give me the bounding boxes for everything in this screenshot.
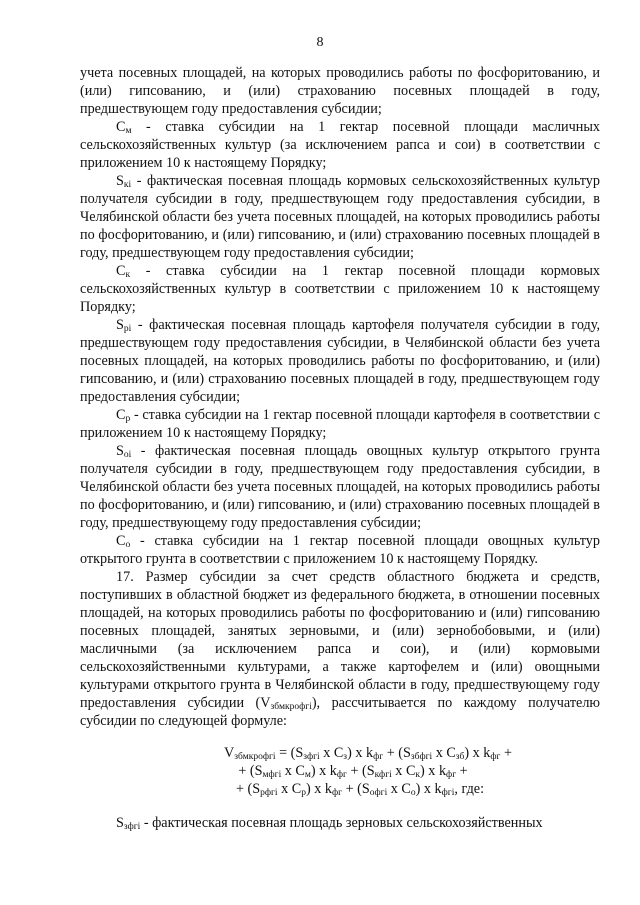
formula-term: x C (387, 781, 411, 797)
formula-term: ) x k (420, 763, 447, 779)
formula-subscript: р (301, 788, 306, 798)
formula-subscript: м (304, 770, 311, 780)
formula-term: , где: (454, 781, 485, 797)
definition-co (80, 532, 600, 568)
formula-subscript: збмкрофгi (234, 752, 276, 762)
definition-text: - фактическая посевная площадь кормовых сельскохозяйственных культур получателя субсидии в году, предшествующем году предоставления субсидии, в Челябинской области без учета посевных площадей, на которых проводились работы по фосфоритованию, и (или) гипсованию, и (или) страхованию посевных площадей в году, предшествующем году предоставления субсидии; (80, 173, 600, 261)
formula-term: S (361, 781, 370, 797)
symbol-subscript: м (125, 126, 132, 136)
page-number: 8 (316, 35, 324, 50)
formula-line-2 (80, 762, 600, 780)
formula-term: + ( (235, 781, 253, 797)
document-body (80, 64, 600, 832)
formula-term: x C (391, 763, 416, 779)
definition-text: - ставка субсидии на 1 гектар посевной площади овощных культур открытого грунта в соответствии с приложением 10 к настоящему Порядку. (80, 533, 600, 567)
symbol-subscript: оi (123, 450, 132, 460)
formula-subscript: кфгi (374, 770, 392, 780)
formula-term: + (500, 745, 513, 761)
formula-term: S (402, 745, 411, 761)
definition-text: - фактическая посевная площадь овощных культур открытого грунта получателя субсидии в году, предшествующем году предоставления субсидии, в Челябинской области без учета посевных площадей, на которых проводились работы по фосфоритованию, и (или) гипсованию, и (или) страхованию посевных площадей в году, предшествующему году предоставления субсидии; (80, 443, 600, 531)
formula-term: + (456, 763, 468, 779)
formula-subscript: фг (446, 770, 457, 780)
formula-subscript: зб (455, 752, 465, 762)
formula-term: ) x k (305, 781, 332, 797)
formula-subscript: фгi (441, 788, 455, 798)
formula-term: S (254, 763, 263, 779)
formula-term: x C (281, 763, 305, 779)
symbol-subscript: к (125, 270, 131, 280)
symbol-subscript: збмкрофгi (270, 702, 312, 712)
formula-term: + ( (238, 763, 255, 779)
symbol: C (116, 533, 126, 549)
definition-text: - фактическая посевная площадь картофеля получателя субсидии в году, предшествующем году предоставления субсидии, в Челябинской области без учета посевных площадей, на которых проводились работы по фосфоритованию, и (или) гипсованию, и (или) страхованию посевных площадей в году, предшествующем году предоставления субсидии; (80, 317, 600, 405)
formula-subscript: офгi (369, 788, 388, 798)
definition-text: - ставка субсидии на 1 гектар посевной площади картофеля в соответствии с приложением 10 к настоящему Порядку; (80, 407, 600, 441)
formula-subscript: рфгi (260, 788, 278, 798)
symbol-subscript: рi (123, 324, 132, 334)
formula-subscript: зфгi (303, 752, 320, 762)
formula-subscript: збфгi (410, 752, 433, 762)
symbol: C (116, 119, 126, 135)
formula-term: + ( (342, 781, 362, 797)
symbol: S (116, 317, 124, 333)
formula-subscript: фг (332, 788, 343, 798)
symbol: S (116, 443, 124, 459)
definition-ck (80, 262, 600, 316)
formula-subscript: фг (336, 770, 347, 780)
symbol-subscript: кi (123, 180, 132, 190)
definition-szfgi (80, 814, 600, 832)
definition-cp (80, 406, 600, 442)
formula-term: ) x k (415, 781, 442, 797)
formula-term: + ( (383, 745, 403, 761)
formula-term: S (366, 763, 375, 779)
symbol-subscript: р (125, 414, 131, 424)
symbol: C (116, 407, 126, 423)
definition-spi (80, 316, 600, 406)
formula-term: ) x k (347, 745, 374, 761)
formula-term: ) x k (310, 763, 337, 779)
formula-term: + ( (346, 763, 367, 779)
symbol: S (116, 173, 124, 189)
definition-cm (80, 118, 600, 172)
definition-text: - ставка субсидии на 1 гектар посевной площади кормовых сельскохозяйственных культур в соответствии с приложением 10 к настоящему Порядку; (80, 263, 600, 315)
definition-soi (80, 442, 600, 532)
formula-subscript: о (410, 788, 416, 798)
symbol-subscript: о (125, 540, 131, 550)
formula-line-3 (80, 780, 600, 798)
formula-term: V (223, 745, 235, 761)
definition-text: - ставка субсидии на 1 гектар посевной площади масличных сельскохозяйственных культур (за исключением рапса и сои) в соответствии с приложением 10 к настоящему Порядку; (80, 119, 600, 171)
formula (80, 744, 600, 798)
formula-subscript: фг (373, 752, 384, 762)
formula-term: x C (432, 745, 456, 761)
paragraph-text: учета посевных площадей, на которых проводились работы по фосфоритованию, и (или) гипсованию, и (или) страхованию посевных площадей в году, предшествующем году предоставления субсидии; (80, 65, 600, 117)
formula-term: x C (277, 781, 302, 797)
formula-subscript: фг (490, 752, 501, 762)
clause-text: 17. Размер субсидии за счет средств областного бюджета и средств, поступивших в областной бюджет из федерального бюджета, в отношении посевных площадей, на которых проводились работы по фосфоритованию и (или) гипсованию посевных площадей, занятых зерновыми, и (или) зернобобовыми, и (или) масличными (за исключением рапса и сои), и (или) кормовыми сельскохозяйственными культурами, а также картофелем и (или) овощными культурами открытого грунта в Челябинской области в году, предшествующему году предоставления субсидии (V (80, 569, 600, 711)
paragraph-continuation (80, 64, 600, 118)
formula-line-1 (80, 744, 600, 762)
formula-term: S (295, 745, 304, 761)
clause-17 (80, 568, 600, 730)
formula-subscript: мфгi (262, 770, 282, 780)
formula-term: x C (319, 745, 344, 761)
formula-subscript: к (415, 770, 421, 780)
formula-term: S (252, 781, 261, 797)
formula-term: ) x k (464, 745, 491, 761)
symbol: S (116, 815, 124, 831)
clause-text: ), рассчитывается по каждому получателю субсидии по следующей формуле: (80, 695, 601, 729)
symbol: C (116, 263, 126, 279)
formula-term: = ( (275, 745, 296, 761)
formula-subscript: з (343, 752, 348, 762)
definition-text: - фактическая посевная площадь зерновых сельскохозяйственных (140, 815, 543, 831)
definition-ski (80, 172, 600, 262)
symbol-subscript: зфгi (123, 822, 141, 832)
